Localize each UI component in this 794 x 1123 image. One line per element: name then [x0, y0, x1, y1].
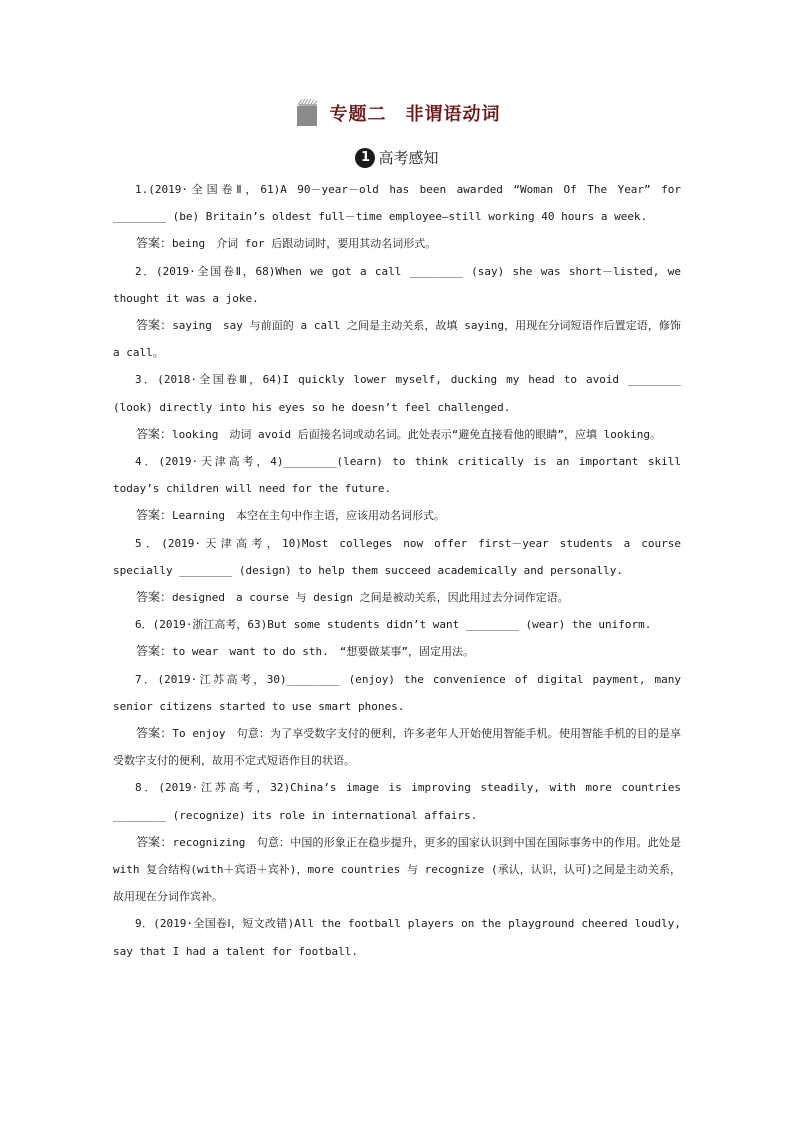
answer-text: being 介词 for 后跟动词时，要用其动名词形式。: [172, 237, 437, 251]
answer-4: [113, 502, 681, 529]
question-9: 9．(2019·全国卷Ⅰ，短文改错)All the football players on the playground cheered loudly, say that I had a talent for football.: [113, 917, 681, 958]
answer-text: Learning 本空在主句中作主语，应该用动名词形式。: [172, 509, 445, 523]
answer-label: 答案：: [136, 726, 173, 741]
page-title: 专题二 非谓语动词: [329, 104, 501, 125]
section-label: 高考感知: [378, 149, 439, 167]
answer-3: [113, 421, 681, 448]
question-7: 7．(2019·江苏高考，30)________ (enjoy) the convenience of digital payment, many senior citizens started to use smart phones.: [113, 672, 681, 713]
answer-8: [113, 829, 681, 911]
answer-label: 答案：: [136, 644, 173, 659]
section-number-badge: 1: [355, 148, 375, 168]
answer-7: [113, 720, 681, 774]
question-list: [113, 176, 681, 965]
answer-text: To enjoy 句意：为了享受数字支付的便利，许多老年人开始使用智能手机。使用智能手机的目的是享受数字支付的便利，故用不定式短语作目的状语。: [113, 727, 681, 768]
answer-label: 答案：: [136, 590, 173, 605]
answer-5: [113, 584, 681, 611]
answer-6: [113, 638, 681, 665]
question-6: 6．(2019·浙江高考，63)But some students didn’t want ________ (wear) the uniform.: [135, 618, 652, 632]
question-3: 3．(2018·全国卷Ⅲ，64)I quickly lower myself, ducking my head to avoid ________ (look) directly into his eyes so he doesn’t feel challenged.: [113, 373, 681, 414]
title-row: [0, 98, 794, 128]
answer-text: recognizing 句意：中国的形象正在稳步提升，更多的国家认识到中国在国际事务中的作用。此处是 with 复合结构(with＋宾语＋宾补)，more countries 与 recognize (承认，认识，认可)之间是主动关系，故用现在分词作宾补。: [113, 835, 681, 904]
answer-text: to wear want to do sth. “想要做某事”，固定用法。: [172, 645, 474, 659]
answer-label: 答案：: [136, 834, 173, 849]
question-4: 4．(2019·天津高考，4)________(learn) to think critically is an important skill today’s children will need for the future.: [113, 455, 681, 496]
question-2: 2．(2019·全国卷Ⅱ，68)When we got a call ________ (say) she was short－listed, we thought it was a joke.: [113, 264, 681, 305]
answer-label: 答案：: [136, 318, 173, 333]
question-5: 5．(2019·天津高考，10)Most colleges now offer first－year students a course specially ________ (design) to help them succeed academically and personally.: [113, 536, 681, 577]
question-1: 1.(2019·全国卷Ⅱ，61)A 90－year－old has been awarded “Woman Of The Year” for ________ (be) Britain’s oldest full－time employee—still working 40 hours a week.: [113, 183, 681, 224]
answer-text: designed a course 与 design 之间是被动关系，因此用过去分词作定语。: [172, 591, 569, 605]
answer-label: 答案：: [136, 508, 173, 523]
question-8: 8．(2019·江苏高考，32)China’s image is improving steadily, with more countries ________ (recognize) its role in international affairs.: [113, 781, 681, 822]
answer-2: [113, 312, 681, 366]
book-icon: [294, 98, 320, 128]
answer-label: 答案：: [136, 236, 173, 251]
answer-text: looking 动词 avoid 后面接名词或动名词。此处表示“避免直接看他的眼睛”，应填 looking。: [172, 427, 661, 441]
answer-1: [113, 230, 681, 257]
section-heading: [0, 147, 794, 168]
answer-label: 答案：: [136, 426, 173, 441]
answer-text: saying say 与前面的 a call 之间是主动关系，故填 saying，用现在分词短语作后置定语，修饰 a call。: [113, 319, 681, 360]
